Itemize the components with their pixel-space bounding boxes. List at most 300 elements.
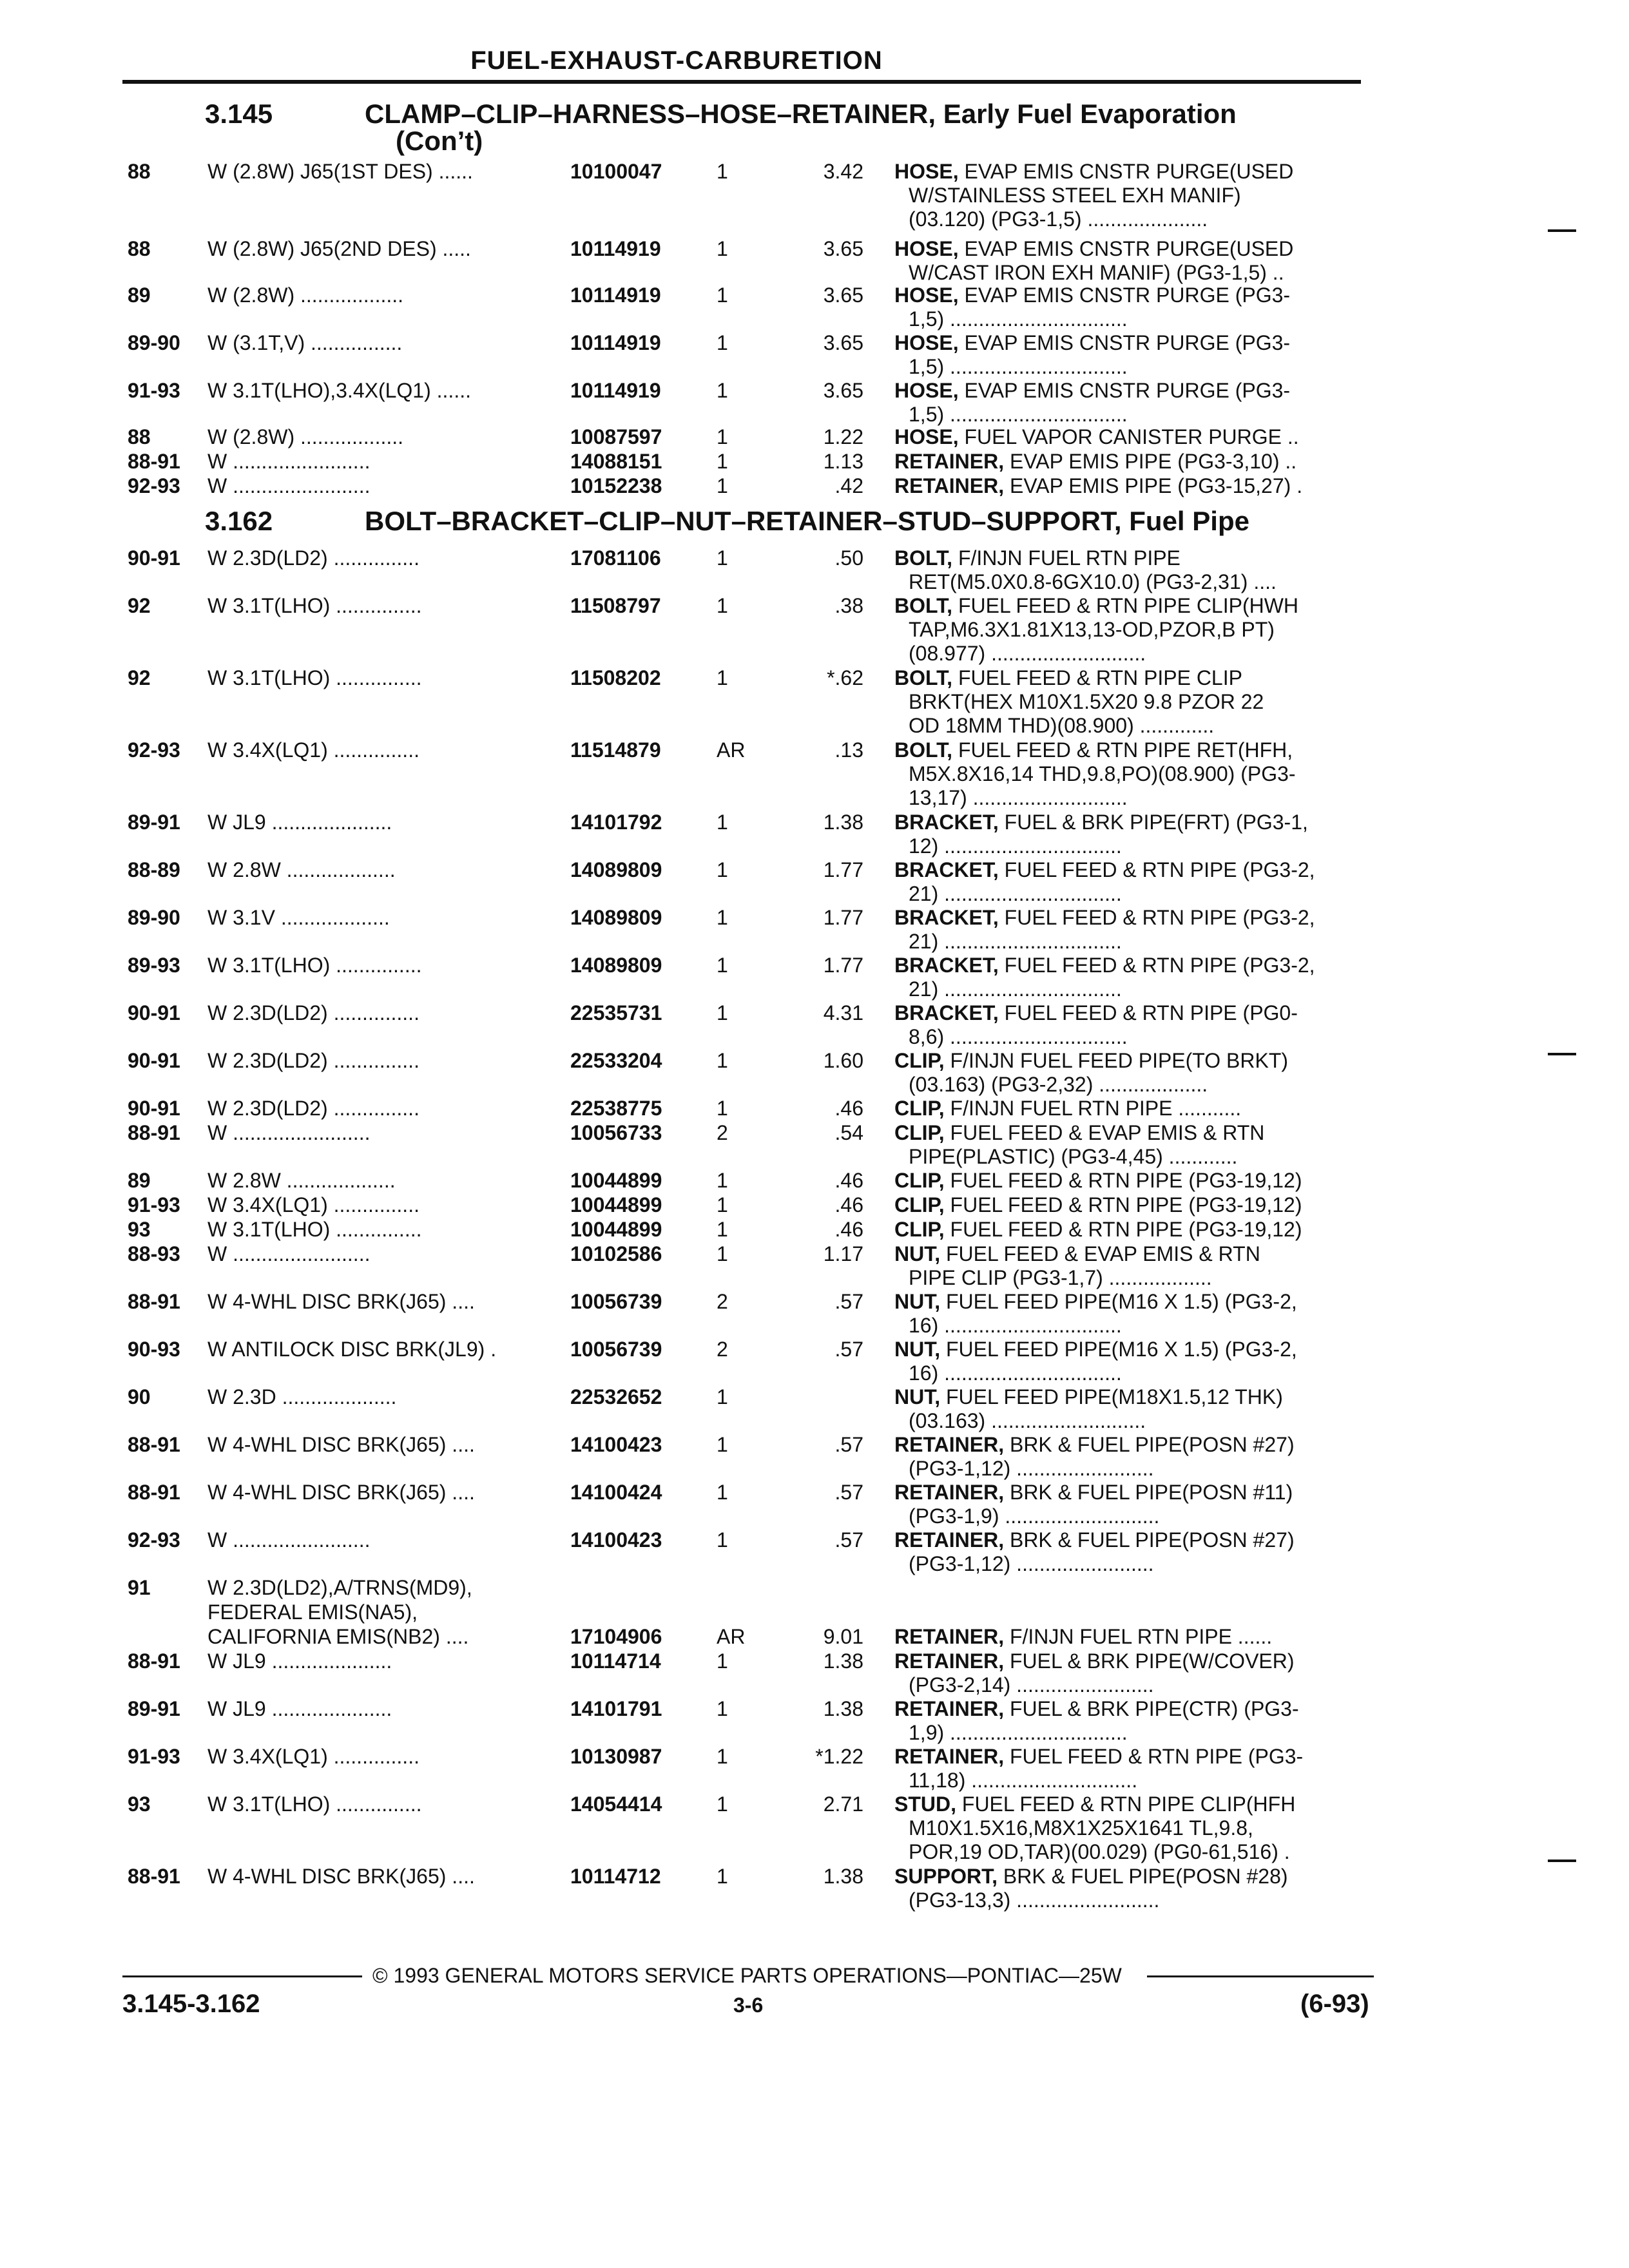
part-detail: F/INJN FUEL RTN PIPE	[952, 546, 1181, 570]
part-number: 14100423	[570, 1433, 662, 1456]
quantity: 1	[717, 1792, 728, 1816]
description-continuation: 1,5) ...............................	[909, 355, 1128, 378]
footer-rule-left	[122, 1975, 362, 1977]
year-range: 91-93	[128, 1193, 180, 1216]
year-range: 88-91	[128, 1121, 180, 1144]
part-name: HOSE,	[894, 284, 959, 307]
model-application: W 3.4X(LQ1) ...............	[207, 1745, 419, 1768]
part-description	[894, 237, 1293, 261]
year-range: 92	[128, 666, 151, 689]
part-detail: FUEL & BRK PIPE(W/COVER)	[1004, 1649, 1295, 1673]
year-range: 88	[128, 237, 151, 260]
quantity: 1	[717, 546, 728, 570]
price: .57	[834, 1481, 863, 1504]
part-detail: BRK & FUEL PIPE(POSN #11)	[1004, 1481, 1293, 1504]
part-name: RETAINER,	[894, 450, 1005, 473]
quantity: 1	[717, 1481, 728, 1504]
footer-page-number: 3-6	[733, 1994, 764, 2017]
quantity: AR	[717, 1625, 746, 1648]
part-name: CLIP,	[894, 1193, 945, 1216]
model-application: W 3.1T(LHO) ...............	[207, 1792, 422, 1816]
part-name: CLIP,	[894, 1097, 945, 1120]
page-header-title: FUEL-EXHAUST-CARBURETION	[470, 46, 883, 75]
part-detail: FUEL FEED PIPE(M16 X 1.5) (PG3-2,	[940, 1338, 1297, 1361]
year-range: 88-89	[128, 858, 180, 881]
part-detail: FUEL FEED & RTN PIPE (PG0-	[998, 1001, 1298, 1024]
quantity: 1	[717, 1433, 728, 1456]
model-application: W ........................	[207, 1242, 371, 1265]
part-description	[894, 1528, 1295, 1552]
part-detail: FUEL FEED & RTN PIPE (PG3-19,12)	[944, 1218, 1302, 1241]
part-description	[894, 284, 1290, 307]
part-description	[894, 160, 1293, 184]
part-name: NUT,	[894, 1385, 941, 1408]
price: .57	[834, 1528, 863, 1552]
part-name: HOSE,	[894, 379, 959, 402]
part-detail: EVAP EMIS PIPE (PG3-3,10) ..	[1004, 450, 1297, 473]
description-continuation: (PG3-1,12) ........................	[909, 1552, 1154, 1575]
model-application: W JL9 .....................	[207, 811, 392, 834]
part-description	[894, 1001, 1298, 1025]
part-description	[894, 331, 1290, 355]
year-range: 89	[128, 284, 151, 307]
description-continuation: PIPE(PLASTIC) (PG3-4,45) ............	[909, 1145, 1238, 1168]
part-number: 14089809	[570, 906, 662, 929]
description-continuation: 21) ...............................	[909, 977, 1122, 1001]
year-range: 90	[128, 1385, 151, 1408]
section-title: BOLT–BRACKET–CLIP–NUT–RETAINER–STUD–SUPPORT, Fuel Pipe	[365, 506, 1249, 536]
part-description	[894, 1242, 1260, 1266]
part-name: BOLT,	[894, 546, 953, 570]
description-continuation: 21) ...............................	[909, 930, 1122, 953]
part-name: HOSE,	[894, 425, 959, 448]
part-number: 11508202	[570, 666, 661, 689]
year-range: 90-91	[128, 1001, 180, 1024]
price: 1.38	[823, 1649, 863, 1673]
price: .42	[834, 474, 863, 497]
quantity: 2	[717, 1121, 728, 1144]
part-description	[894, 594, 1298, 618]
footer-date: (6-93)	[1300, 1990, 1369, 2018]
part-name: BOLT,	[894, 738, 953, 762]
part-description	[894, 738, 1293, 762]
price: 4.31	[823, 1001, 863, 1024]
part-number: 10056739	[570, 1338, 662, 1361]
part-number: 10056739	[570, 1290, 662, 1313]
part-detail: FUEL FEED & EVAP EMIS & RTN	[940, 1242, 1260, 1265]
quantity: 1	[717, 1169, 728, 1192]
part-number: 14100423	[570, 1528, 662, 1552]
part-description	[894, 1193, 1302, 1217]
price: .46	[834, 1193, 863, 1216]
description-continuation: (PG3-13,3) .........................	[909, 1888, 1160, 1912]
part-number: 14100424	[570, 1481, 662, 1504]
part-name: RETAINER,	[894, 1625, 1005, 1648]
description-continuation: (PG3-1,9) ...........................	[909, 1504, 1160, 1528]
price: 9.01	[823, 1625, 863, 1648]
part-detail: FUEL FEED & RTN PIPE (PG3-2,	[998, 858, 1315, 881]
description-continuation: W/STAINLESS STEEL EXH MANIF)	[909, 184, 1241, 207]
model-application: W JL9 .....................	[207, 1649, 392, 1673]
year-range: 93	[128, 1792, 151, 1816]
part-name: RETAINER,	[894, 1649, 1005, 1673]
year-range: 90-91	[128, 546, 180, 570]
header-rule	[122, 80, 1361, 84]
part-name: HOSE,	[894, 237, 959, 260]
price: 1.17	[823, 1242, 863, 1265]
description-continuation: (PG3-1,12) ........................	[909, 1457, 1154, 1480]
quantity: 1	[717, 858, 728, 881]
margin-mark	[1548, 1053, 1576, 1055]
year-range: 89-90	[128, 906, 180, 929]
part-detail: EVAP EMIS PIPE (PG3-15,27) .	[1004, 474, 1303, 497]
price: 3.65	[823, 379, 863, 402]
part-description	[894, 1338, 1297, 1361]
year-range: 93	[128, 1218, 151, 1241]
part-name: SUPPORT,	[894, 1865, 998, 1888]
quantity: 1	[717, 1697, 728, 1720]
part-name: CLIP,	[894, 1169, 945, 1192]
part-number: 10102586	[570, 1242, 662, 1265]
model-application: W 2.3D(LD2) ...............	[207, 546, 419, 570]
part-name: BRACKET,	[894, 954, 999, 977]
part-description	[894, 1433, 1295, 1457]
model-application: W 4-WHL DISC BRK(J65) ....	[207, 1481, 475, 1504]
part-name: STUD,	[894, 1792, 956, 1816]
model-application: W (2.8W) ..................	[207, 425, 404, 448]
model-application: W 3.1T(LHO) ...............	[207, 594, 422, 617]
part-name: CLIP,	[894, 1218, 945, 1241]
description-continuation: POR,19 OD,TAR)(00.029) (PG0-61,516) .	[909, 1840, 1290, 1863]
margin-mark	[1548, 229, 1576, 232]
quantity: 1	[717, 474, 728, 497]
quantity: 1	[717, 811, 728, 834]
part-number: 14089809	[570, 858, 662, 881]
part-description	[894, 1290, 1297, 1314]
part-number: 14054414	[570, 1792, 662, 1816]
part-detail: F/INJN FUEL RTN PIPE ...........	[944, 1097, 1242, 1120]
part-detail: FUEL FEED & RTN PIPE (PG3-2,	[998, 954, 1315, 977]
part-detail: FUEL VAPOR CANISTER PURGE ..	[958, 425, 1299, 448]
price: .57	[834, 1338, 863, 1361]
year-range: 89	[128, 1169, 151, 1192]
part-number: 17104906	[570, 1625, 662, 1648]
footer-section-range: 3.145-3.162	[122, 1990, 260, 2018]
year-range: 88-91	[128, 1865, 180, 1888]
model-application: W 4-WHL DISC BRK(J65) ....	[207, 1290, 475, 1313]
model-application: W 2.3D ....................	[207, 1385, 397, 1408]
model-application: W (3.1T,V) ................	[207, 331, 403, 354]
description-continuation: (03.163) ...........................	[909, 1409, 1146, 1432]
part-name: RETAINER,	[894, 1481, 1005, 1504]
part-name: BRACKET,	[894, 906, 999, 929]
part-name: BOLT,	[894, 594, 953, 617]
quantity: 1	[717, 331, 728, 354]
part-description	[894, 1697, 1299, 1721]
part-number: 10056733	[570, 1121, 662, 1144]
section-number: 3.162	[205, 506, 273, 536]
part-description	[894, 450, 1296, 474]
model-application: W 2.3D(LD2) ...............	[207, 1001, 419, 1024]
description-continuation: M10X1.5X16,M8X1X25X1641 TL,9.8,	[909, 1816, 1253, 1840]
quantity: 1	[717, 906, 728, 929]
quantity: 1	[717, 1865, 728, 1888]
part-description	[894, 425, 1299, 449]
part-number: 10114919	[570, 284, 661, 307]
part-name: BRACKET,	[894, 858, 999, 881]
quantity: 1	[717, 1193, 728, 1216]
part-description	[894, 474, 1302, 498]
year-range: 92-93	[128, 1528, 180, 1552]
model-application: W ........................	[207, 1121, 371, 1144]
model-application: W ........................	[207, 474, 371, 497]
part-name: RETAINER,	[894, 1697, 1005, 1720]
part-name: CLIP,	[894, 1121, 945, 1144]
footer-rule-right	[1147, 1975, 1374, 1977]
quantity: 1	[717, 1097, 728, 1120]
quantity: 1	[717, 594, 728, 617]
year-range: 90-91	[128, 1049, 180, 1072]
part-name: BOLT,	[894, 666, 953, 689]
footer-copyright: © 1993 GENERAL MOTORS SERVICE PARTS OPERATIONS—PONTIAC—25W	[372, 1964, 1122, 1987]
part-number: 10044899	[570, 1218, 662, 1241]
quantity: 2	[717, 1290, 728, 1313]
year-range: 91	[128, 1576, 151, 1599]
part-description	[894, 1649, 1295, 1673]
model-application: W 2.3D(LD2),A/TRNS(MD9),	[207, 1576, 472, 1599]
year-range: 88	[128, 425, 151, 448]
description-continuation: 1,5) ...............................	[909, 403, 1128, 426]
part-number: 14088151	[570, 450, 662, 473]
description-continuation: 16) ...............................	[909, 1314, 1122, 1337]
part-detail: FUEL FEED & RTN PIPE RET(HFH,	[952, 738, 1293, 762]
year-range: 88-91	[128, 1481, 180, 1504]
part-number: 10114714	[570, 1649, 661, 1673]
model-application: W 2.8W ...................	[207, 1169, 396, 1192]
part-number: 14101792	[570, 811, 662, 834]
model-application: W 2.3D(LD2) ...............	[207, 1049, 419, 1072]
year-range: 91-93	[128, 379, 180, 402]
part-name: RETAINER,	[894, 1528, 1005, 1552]
description-continuation: 11,18) .............................	[909, 1769, 1138, 1792]
model-application: CALIFORNIA EMIS(NB2) ....	[207, 1625, 469, 1648]
price: .54	[834, 1121, 863, 1144]
description-continuation: PIPE CLIP (PG3-1,7) ..................	[909, 1266, 1212, 1289]
quantity: 1	[717, 379, 728, 402]
part-description	[894, 906, 1315, 930]
description-continuation: M5X.8X16,14 THD,9.8,PO)(08.900) (PG3-	[909, 762, 1296, 785]
price: 1.77	[823, 954, 863, 977]
margin-mark	[1548, 1860, 1576, 1862]
model-application: W 3.1V ...................	[207, 906, 390, 929]
model-application: W 2.3D(LD2) ...............	[207, 1097, 419, 1120]
price: 1.60	[823, 1049, 863, 1072]
year-range: 91-93	[128, 1745, 180, 1768]
part-detail: BRK & FUEL PIPE(POSN #27)	[1004, 1528, 1295, 1552]
part-description	[894, 1385, 1283, 1409]
part-detail: FUEL & BRK PIPE(CTR) (PG3-	[1004, 1697, 1299, 1720]
description-continuation: 21) ...............................	[909, 882, 1122, 905]
part-number: 22533204	[570, 1049, 662, 1072]
part-description	[894, 1049, 1288, 1073]
description-continuation: RET(M5.0X0.8-6GX10.0) (PG3-2,31) ....	[909, 570, 1277, 593]
year-range: 92-93	[128, 738, 180, 762]
model-application: W 3.4X(LQ1) ...............	[207, 738, 419, 762]
part-number: 14089809	[570, 954, 662, 977]
part-detail: EVAP EMIS CNSTR PURGE (PG3-	[958, 379, 1291, 402]
description-continuation: OD 18MM THD)(08.900) .............	[909, 714, 1215, 737]
description-continuation: TAP,M6.3X1.81X13,13-OD,PZOR,B PT)	[909, 618, 1275, 641]
part-description	[894, 858, 1315, 882]
price: *.62	[827, 666, 863, 689]
part-number: 22538775	[570, 1097, 662, 1120]
part-number: 10114919	[570, 331, 661, 354]
model-application: W ........................	[207, 1528, 371, 1552]
part-description	[894, 1097, 1241, 1120]
description-continuation: (08.977) ...........................	[909, 642, 1146, 665]
price: .46	[834, 1169, 863, 1192]
price: 2.71	[823, 1792, 863, 1816]
section-continued: (Con’t)	[396, 126, 483, 156]
part-name: NUT,	[894, 1290, 941, 1313]
year-range: 88-91	[128, 450, 180, 473]
part-detail: FUEL FEED & RTN PIPE CLIP(HFH	[956, 1792, 1296, 1816]
part-number: 14101791	[570, 1697, 662, 1720]
part-number: 22535731	[570, 1001, 662, 1024]
quantity: AR	[717, 738, 746, 762]
description-continuation: BRKT(HEX M10X1.5X20 9.8 PZOR 22	[909, 690, 1264, 713]
part-description	[894, 1625, 1272, 1649]
year-range: 92	[128, 594, 151, 617]
price: .57	[834, 1433, 863, 1456]
part-description	[894, 1865, 1288, 1888]
price: 3.65	[823, 237, 863, 260]
model-application: W ........................	[207, 450, 371, 473]
part-number: 10044899	[570, 1169, 662, 1192]
year-range: 90-91	[128, 1097, 180, 1120]
model-application: W 3.1T(LHO) ...............	[207, 954, 422, 977]
part-number: 10114712	[570, 1865, 661, 1888]
price: .13	[834, 738, 863, 762]
year-range: 88-91	[128, 1433, 180, 1456]
part-number: 11514879	[570, 738, 661, 762]
quantity: 1	[717, 954, 728, 977]
part-detail: FUEL FEED & RTN PIPE (PG3-19,12)	[944, 1169, 1302, 1192]
year-range: 88-91	[128, 1649, 180, 1673]
price: *1.22	[815, 1745, 863, 1768]
description-continuation: (PG3-2,14) ........................	[909, 1673, 1154, 1696]
year-range: 89-93	[128, 954, 180, 977]
part-detail: FUEL FEED & RTN PIPE (PG3-2,	[998, 906, 1315, 929]
price: 3.42	[823, 160, 863, 183]
quantity: 1	[717, 666, 728, 689]
part-number: 17081106	[570, 546, 661, 570]
part-detail: FUEL FEED PIPE(M16 X 1.5) (PG3-2,	[940, 1290, 1297, 1313]
part-detail: FUEL FEED & RTN PIPE CLIP	[952, 666, 1242, 689]
price: 3.65	[823, 284, 863, 307]
part-number: 10114919	[570, 379, 661, 402]
part-name: HOSE,	[894, 160, 959, 183]
part-description	[894, 666, 1242, 690]
part-number: 10114919	[570, 237, 661, 260]
description-continuation: 12) ...............................	[909, 834, 1122, 858]
price: 1.77	[823, 906, 863, 929]
price: 1.13	[823, 450, 863, 473]
part-description	[894, 1121, 1264, 1145]
year-range: 90-93	[128, 1338, 180, 1361]
year-range: 88-93	[128, 1242, 180, 1265]
part-detail: FUEL FEED & RTN PIPE CLIP(HWH	[952, 594, 1299, 617]
price: 1.38	[823, 1697, 863, 1720]
model-application: W JL9 .....................	[207, 1697, 392, 1720]
part-number: 11508797	[570, 594, 661, 617]
price: .46	[834, 1097, 863, 1120]
part-name: CLIP,	[894, 1049, 945, 1072]
part-description	[894, 1792, 1295, 1816]
part-number: 10152238	[570, 474, 662, 497]
description-continuation: 1,9) ...............................	[909, 1721, 1128, 1744]
quantity: 1	[717, 1001, 728, 1024]
model-application: W 3.1T(LHO),3.4X(LQ1) ......	[207, 379, 471, 402]
description-continuation: 1,5) ...............................	[909, 307, 1128, 331]
quantity: 1	[717, 1049, 728, 1072]
part-name: HOSE,	[894, 331, 959, 354]
part-description	[894, 1218, 1302, 1242]
part-detail: F/INJN FUEL FEED PIPE(TO BRKT)	[944, 1049, 1289, 1072]
part-number: 10087597	[570, 425, 662, 448]
part-detail: EVAP EMIS CNSTR PURGE (PG3-	[958, 284, 1291, 307]
part-name: RETAINER,	[894, 474, 1005, 497]
part-detail: FUEL FEED & EVAP EMIS & RTN	[944, 1121, 1265, 1144]
description-continuation: (03.120) (PG3-1,5) .....................	[909, 207, 1208, 231]
part-name: NUT,	[894, 1338, 941, 1361]
price: 3.65	[823, 331, 863, 354]
part-detail: BRK & FUEL PIPE(POSN #28)	[998, 1865, 1288, 1888]
price: 1.77	[823, 858, 863, 881]
model-application: W ANTILOCK DISC BRK(JL9) .	[207, 1338, 497, 1361]
model-application: W 3.4X(LQ1) ...............	[207, 1193, 419, 1216]
part-description	[894, 954, 1315, 977]
model-application: W 4-WHL DISC BRK(J65) ....	[207, 1433, 475, 1456]
description-continuation: (03.163) (PG3-2,32) ...................	[909, 1073, 1208, 1096]
part-detail: EVAP EMIS CNSTR PURGE(USED	[958, 160, 1294, 183]
price: 1.38	[823, 1865, 863, 1888]
quantity: 1	[717, 1385, 728, 1408]
part-detail: BRK & FUEL PIPE(POSN #27)	[1004, 1433, 1295, 1456]
part-name: BRACKET,	[894, 811, 999, 834]
part-detail: FUEL FEED & RTN PIPE (PG3-	[1004, 1745, 1304, 1768]
part-number: 10100047	[570, 160, 662, 183]
quantity: 1	[717, 1745, 728, 1768]
part-description	[894, 546, 1181, 570]
part-detail: EVAP EMIS CNSTR PURGE(USED	[958, 237, 1294, 260]
quantity: 1	[717, 160, 728, 183]
price: .38	[834, 594, 863, 617]
part-number: 22532652	[570, 1385, 662, 1408]
description-continuation: 16) ...............................	[909, 1361, 1122, 1385]
price: .57	[834, 1290, 863, 1313]
year-range: 92-93	[128, 474, 180, 497]
price: .50	[834, 546, 863, 570]
part-detail: EVAP EMIS CNSTR PURGE (PG3-	[958, 331, 1291, 354]
part-detail: FUEL FEED PIPE(M18X1.5,12 THK)	[940, 1385, 1283, 1408]
part-name: NUT,	[894, 1242, 941, 1265]
model-application: W 4-WHL DISC BRK(J65) ....	[207, 1865, 475, 1888]
part-description	[894, 1169, 1302, 1193]
model-application: W (2.8W) J65(2ND DES) .....	[207, 237, 471, 260]
model-application: W 3.1T(LHO) ...............	[207, 1218, 422, 1241]
part-number: 10044899	[570, 1193, 662, 1216]
